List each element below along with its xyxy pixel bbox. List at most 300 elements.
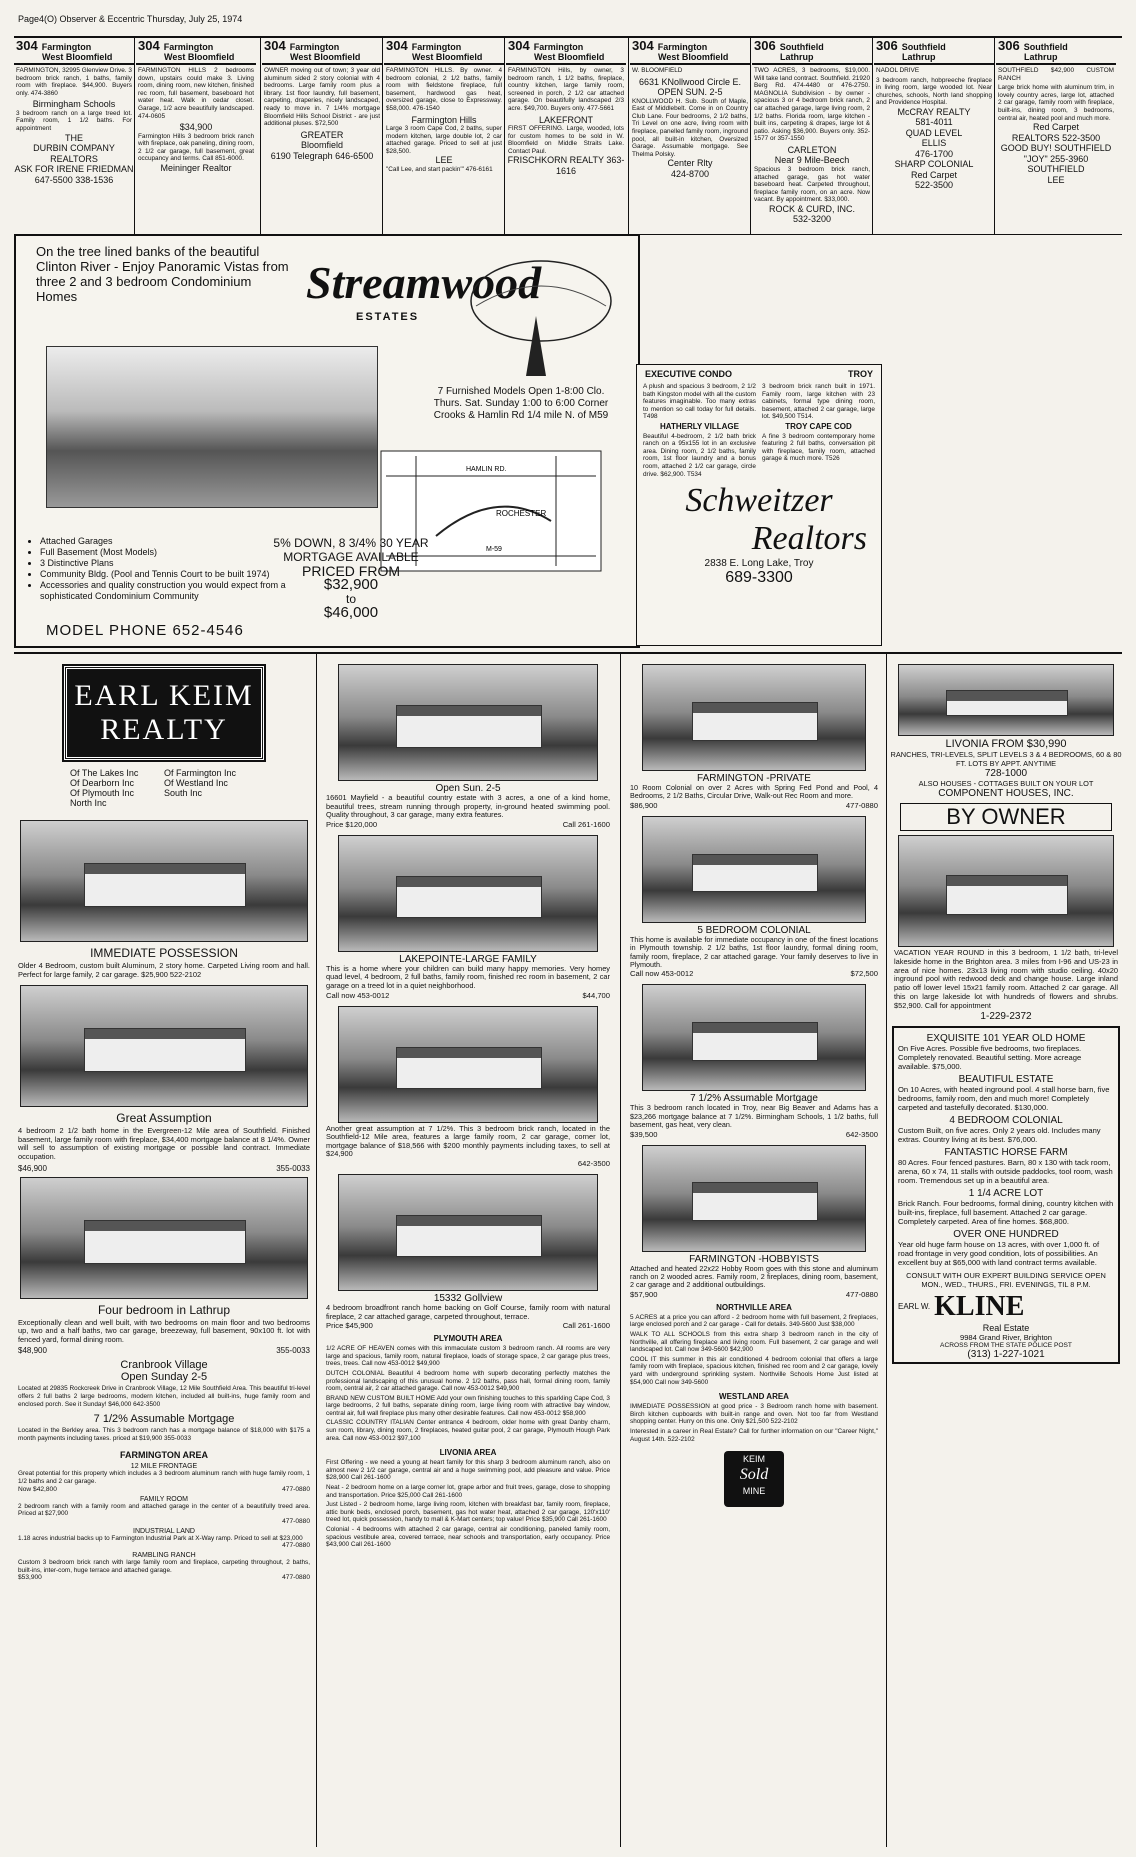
ad-line: GREATER (300, 129, 344, 140)
livonia-title: LIVONIA FROM $30,990 (945, 738, 1067, 750)
section-sub: West Bloomfield (658, 52, 729, 62)
ad-line: Bloomfield (300, 140, 344, 151)
troy-ad (636, 364, 882, 646)
phone: $72,500 (850, 969, 878, 979)
house-photo (642, 984, 866, 1091)
ad-text: FARMINGTON Hills, by owner, 3 bedroom ranch, 1 1/2 baths, fireplace, country kitchen, large family room, screened in porch, 2 1/2 car attached garage. On beautifully landscaped 2/3 acre. $49,700. Buyers only. 477-5661 (508, 67, 624, 112)
price-to: to (345, 592, 356, 606)
ad-text: OWNER moving out of town; 3 year old aluminum sided 2 story colonial with 4 bedrooms. Large family room plus a library. 1st floor laundry, full basement, carpeting, draperies, nicely landscaped, ready to move in. 7 1/4% mortgage Bloomfield Hills School District - are just additional pluses. $72,500 (264, 67, 380, 128)
price: $86,900 (630, 800, 658, 810)
kline-logo (898, 1291, 1114, 1323)
kline-addr: 9984 Grand River, Brighton (959, 1332, 1053, 1342)
farm-title: RAMBLING RANCH (132, 1552, 196, 1560)
plymouth-head: PLYMOUTH AREA (433, 1334, 503, 1344)
ad-text: FARMINGTON, 32995 Glenview Drive. 3 bedroom brick ranch, 1 baths, family room with fireplace. $44,900. Buyers only. 474-3860 (16, 67, 132, 97)
phone: 477-0880 (282, 1574, 310, 1582)
office: South Inc (164, 788, 203, 798)
office: North Inc (70, 798, 107, 808)
middle-column (318, 658, 618, 1848)
troy-addr: 2838 E. Long Lake, Troy (704, 558, 814, 570)
price-high: $46,000 (323, 604, 379, 621)
westland-head: WESTLAND AREA (719, 1392, 789, 1402)
house-photo (642, 816, 866, 923)
section-code: 306 (876, 40, 898, 53)
stamp-sold: Sold (739, 1466, 769, 1484)
house-photo (338, 835, 598, 952)
kline-sub: Real Estate (982, 1322, 1030, 1333)
section-code: 306 (998, 40, 1020, 53)
price: Call now 453-0012 (326, 990, 390, 1000)
ad-text: This home is available for immediate occupancy in one of the finest locations in Plymouth township. 2 1/2 baths, 1st floor laundry, formal dining room, family room, fireplace, 2 car attached garage. Your family deserves to live in Plymouth. (630, 934, 878, 970)
livonia-text: RANCHES, TRI-LEVELS, SPLIT LEVELS 3 & 4 BEDROOMS, 60 & 80 FT. LOTS BY APPT. ANYTIME (890, 750, 1122, 768)
column-header (752, 40, 872, 65)
streamwood-ad (14, 234, 640, 648)
ad-line: GOOD BUY! SOUTHFIELD (1000, 143, 1112, 154)
westland-item: IMMEDIATE POSSESSION at good price - 3 Bedroom ranch home with basement. Birch kitchen cupboards with built-in range and oven. Not too far from Westland shopping center. Hurry on this one. Only $21,500 522-2102 (630, 1403, 878, 1426)
section-code: 304 (264, 40, 286, 53)
section-sub: West Bloomfield (164, 52, 235, 62)
price: $39,500 (630, 1129, 658, 1139)
earl-keim-logo (64, 666, 264, 760)
section-town: Southfield (901, 42, 946, 52)
price: $48,900 (18, 1346, 47, 1356)
ad-title: 5 BEDROOM COLONIAL (697, 924, 811, 936)
farm-price-row (14, 1574, 314, 1581)
ad-line: Red Carpet (1032, 122, 1080, 133)
classified-column (14, 40, 134, 230)
livonia-item: First Offering - we need a young at heart family for this sharp 3 bedroom aluminum ranch, also on almost new 2 1/2 car garage, central air and a huge swimming pool, add pleasure and value. Price $28,900 Call 261-1600 (326, 1459, 610, 1482)
section-town: Southfield (1023, 42, 1068, 52)
ad-title: IMMEDIATE POSSESSION (90, 946, 238, 960)
northville-head: NORTHVILLE AREA (716, 1302, 792, 1312)
classified-column (874, 40, 994, 230)
section-code: 306 (754, 40, 776, 53)
kline-item-title: 1 1/4 ACRE LOT (968, 1187, 1044, 1199)
phone: 355-0033 (276, 1346, 310, 1356)
kline-item-title: OVER ONE HUNDRED (953, 1228, 1059, 1240)
phone: 477-0880 (845, 800, 878, 810)
streamwood-intro: On the tree lined banks of the beautiful Clinton River - Enjoy Panoramic Vistas from three 2 and 3 bedroom Condominium Homes (36, 244, 289, 304)
ad-line: FIRST OFFERING. Large, wooded, lots for custom homes to be sold in W. Bloomfield on Middle Straits Lake. Contact Paul. (508, 125, 624, 155)
ad-line: 647-5500 338-1536 (34, 174, 114, 185)
price: $57,900 (630, 1289, 658, 1299)
phone: Call 261-1600 (562, 819, 610, 829)
house-photo (338, 1174, 598, 1291)
section-town: Farmington (533, 42, 584, 52)
phone: 477-0880 (282, 1542, 310, 1550)
troy-cape: TROY CAPE COD (785, 421, 852, 431)
office: Of Plymouth Inc (70, 788, 135, 798)
column-header (996, 40, 1116, 65)
troy-right2: A fine 3 bedroom contemporary home featuring 2 full baths, conversation pit with fireplace, family room, attached garage & much more. T526 (762, 432, 875, 463)
ad-text: FARMINGTON HILLS. By owner. 4 bedroom colonial, 2 1/2 baths, family room with fieldstone fireplace, full basement, hardwood gas heat, oversized garage, close to Expressway. $58,000. 476-1540 (386, 67, 502, 112)
troy-left2: Beautiful 4-bedroom, 2 1/2 bath brick ranch on a 95x155 lot in an exclusive area. Dining room, 2 1/2 baths, family room, 1st floor laundry and a bonus room, attached 2 1/2 car garage, circle drive. $62,900. T534 (643, 432, 756, 478)
northville-item: WALK TO ALL SCHOOLS from this extra sharp 3 bedroom ranch in the city of Northville, all offering fireplace and living room. Full basement, 2 car garage and well landscaped lot. Call now 349-5600 $42,900 (630, 1331, 878, 1354)
column-header (136, 40, 256, 65)
kline-phone: (313) 1-227-1021 (967, 1348, 1045, 1360)
ad-text: This 3 bedroom ranch located in Troy, near Big Beaver and Adams has a $23,266 mortgage balance at 7 1/2%. Birmingham Schools, 1 1/2 baths, full basement, gas heat, very clean. (630, 1103, 878, 1130)
office: Of Westland Inc (164, 778, 228, 788)
far-right-column (888, 658, 1124, 1848)
column-header (384, 40, 504, 65)
rule (628, 38, 629, 234)
column-header (506, 40, 626, 65)
rule (504, 38, 505, 234)
price-row (624, 801, 884, 810)
classified-column (384, 40, 504, 230)
plymouth-item: 1/2 ACRE OF HEAVEN comes with this immaculate custom 3 bedroom ranch. All rooms are very large and spacious, family room, natural fireplace, loads of storage space, 2 car garage plus trees, trees, trees. Call now 453-0012 $49,900 (326, 1345, 610, 1368)
ad-line: Farmington Hills (411, 114, 477, 125)
kline-item-text: On Five Acres. Possible five bedrooms, two fireplaces. Completely renovated. Beautiful setting. More acreage available. $75,000. (898, 1043, 1082, 1071)
price-row (624, 969, 884, 978)
ad-line: SHARP COLONIAL (894, 159, 974, 170)
troy-phone: 689-3300 (725, 569, 793, 587)
model-phone: MODEL PHONE 652-4546 (46, 622, 244, 639)
price-row (318, 1321, 618, 1330)
price-row (318, 820, 618, 829)
house-photo (338, 664, 598, 781)
farm-items (14, 1463, 314, 1581)
phone: Call 261-1600 (562, 1321, 610, 1331)
kline-across: ACROSS FROM THE STATE POLICE POST (940, 1341, 1072, 1349)
ad-line: 581-4011 (915, 117, 953, 128)
ad-line: REALTORS (50, 153, 98, 164)
section-code: 304 (632, 40, 654, 53)
ad-line: LEE (1047, 174, 1065, 185)
farm-price-row (14, 1542, 314, 1549)
ad-line: "JOY" 255-3960 (1023, 153, 1089, 164)
streamwood-logo: Streamwood (306, 257, 542, 308)
troy-left: A plush and spacious 3 bedroom, 2 1/2 bath Kingston model with all the custom features imaginable. Too many extras to mention so call today for full details. T498 (643, 383, 756, 421)
section-town: Southfield (779, 42, 824, 52)
by-owner-text: VACATION YEAR ROUND in this 3 bedroom, 1 1/2 bath, tri-level lakeside home in the Brighton area. 3 miles from I-96 and US-23 in area of nice homes. 23x13 living room with studio ceiling. 40x20 inground pool with redwood deck and change house. Large inland patio off lower level 15x21 family room. Attached 2 car garage. All this on large lakeside lot with hundreds of flowers and shrubs. $52,900. Call for appointment (894, 948, 1118, 1010)
ad-line: REALTORS 522-3500 (1011, 132, 1101, 143)
farm-title: FAMILY ROOM (140, 1495, 188, 1503)
farm-price-row (14, 1518, 314, 1525)
ad-line: 3 bedroom ranch on a large treed lot. Family room, 1 1/2 baths. For appointment (16, 109, 132, 133)
column-header (14, 40, 134, 65)
phone: 477-0880 (845, 1289, 878, 1299)
kline-item-text: Custom Built, on five acres. Only 2 years old. Includes many extras. Country living at its best. $76,000. (898, 1125, 1101, 1144)
condo-rendering (46, 346, 378, 508)
ad-line: Large brick home with aluminum trim, in lovely country acres, large lot, attached 2 car garage, family room with fireplace, built-ins, dining room, 3 bedrooms, central air, heated pool and much more. (998, 84, 1114, 122)
ad-title: FARMINGTON -PRIVATE (697, 773, 811, 784)
classified-column (630, 40, 750, 230)
ad-text: W. BLOOMFIELD (632, 67, 683, 74)
house-photo (20, 1177, 308, 1299)
kline-item-text: Year old huge farm house on 13 acres, with over 1,000 ft. of road frontage in very good condition, lots of possibilities. An excellent buy at $65,000 with land contract terms available. (898, 1239, 1100, 1267)
logo-line1: EARL KEIM (74, 679, 254, 712)
ad-line: LAKEFRONT (538, 114, 593, 125)
rule (14, 234, 1122, 235)
livonia-item: Neat - 2 bedroom home on a large corner lot, grape arbor and fruit trees, garage, close to shopping and transportation. Price $25,000 Call 261-1600 (326, 1484, 610, 1499)
kline-name: KLINE (934, 1290, 1025, 1322)
offices-list (14, 760, 314, 816)
troy-right: 3 bedroom brick ranch built in 1971. Family room, large kitchen with 23 cabinets, formal type dining room, basement, attached 2 car garage, large lot. $49,500 T514. (762, 383, 875, 421)
price-row (14, 1346, 314, 1355)
consult: CONSULT WITH OUR EXPERT BUILDING SERVICE OPEN MON., WED., THURS., FRI. EVENINGS, TIL 8 P.M. (906, 1270, 1106, 1289)
assume-text: Located in the Berkley area. This 3 bedroom ranch has a mortgage balance of $18,000 with $175 a month payments including taxes. priced at $19,900 355-0033 (18, 1427, 310, 1442)
by-owner: BY OWNER (900, 803, 1112, 831)
phone: 642-3500 (845, 1129, 878, 1139)
section-sub: Lathrup (1024, 52, 1058, 62)
northville-item: 5 ACRES at a price you can afford - 2 bedroom home with full basement, 2 fireplaces, large enclosed porch and 2 car garage - Call for details. 349-5600 Just $38,000 (630, 1313, 878, 1329)
section-sub: Lathrup (780, 52, 814, 62)
by-owner-phone: 1-229-2372 (980, 1010, 1032, 1022)
ad-text: 4 bedroom 2 1/2 bath home in the Evergreen-12 Mile area of Southfield. Finished basement, large family room with fireplace, $34,400 mortgage balance at 8 1/4%. Owner will sell to assumption of existing mortgage or possible land contract. Immediate occupation. (18, 1126, 310, 1161)
section-town: Farmington (657, 42, 708, 52)
ad-line: McCRAY REALTY (897, 106, 971, 117)
cranbrook-sub: Open Sunday 2-5 (120, 1371, 208, 1384)
folio: Page4(O) Observer & Eccentric Thursday, July 25, 1974 (18, 14, 243, 24)
svg-text:HAMLIN RD.: HAMLIN RD. (466, 466, 507, 473)
farm-title: INDUSTRIAL LAND (133, 1527, 195, 1535)
ad-line: 6631 KNollwood Circle E. OPEN SUN. 2-5 (638, 76, 742, 98)
streamwood-logo-sub: ESTATES (356, 311, 420, 323)
price: $46,900 (18, 1163, 47, 1173)
ad-title: Open Sun. 2-5 (435, 783, 501, 794)
mortgage-offer (266, 536, 436, 620)
ad-line: "Call Lee, and start packin'" 476-6161 (386, 165, 493, 173)
section-town: Farmington (41, 42, 92, 52)
feature: • Accessories and quality construction you would expect from a sophisticated Condominium Community (40, 580, 290, 602)
price: Price $45,900 (326, 1321, 373, 1331)
house-photo (642, 1145, 866, 1252)
feature: • Full Basement (Most Models) (40, 547, 290, 558)
rule (886, 652, 887, 1847)
ad-text: SOUTHFIELD $42,900 CUSTOM RANCH (998, 67, 1114, 82)
classified-column (506, 40, 626, 230)
section-sub: West Bloomfield (42, 52, 113, 62)
phone: 642-3500 (577, 1158, 610, 1168)
section-code: 304 (386, 40, 408, 53)
ad-line: Spacious 3 bedroom brick ranch, attached garage, gas hot water baseboard heat. Carpeted throughout, fireplace family room, on an acre. Now vacant. By appointment. $33,000. (754, 165, 870, 204)
livonia-more: ALSO HOUSES - COTTAGES BUILT ON YOUR LOT (918, 779, 1094, 788)
classified-column (262, 40, 382, 230)
house-photo (898, 835, 1114, 947)
farm-price-row (14, 1486, 314, 1493)
section-town: Farmington (411, 42, 462, 52)
farm-desc: Great potential for this property which includes a 3 bedroom aluminum ranch with huge family room, 1 1/2 baths and 2 car garage. (18, 1470, 310, 1485)
earl-keim-column (14, 658, 314, 1848)
column-header (630, 40, 750, 65)
kline-item-text: Brick Ranch. Four bedrooms, formal dining, country kitchen with built-ins, fireplace, full basement. Attached 2 car garage. Completely carpeted. Area of fine homes. $68,800. (898, 1198, 1114, 1226)
rule (260, 38, 261, 234)
house-photo (20, 985, 308, 1107)
ad-title: Great Assumption (116, 1111, 212, 1126)
rule (872, 38, 873, 234)
section-town: Farmington (163, 42, 214, 52)
section-town: Farmington (289, 42, 340, 52)
livonia-head: LIVONIA AREA (439, 1448, 497, 1458)
top-rule (14, 36, 1122, 38)
ad-line: 522-3500 (914, 180, 954, 191)
ad-line: QUAD LEVEL (905, 127, 963, 138)
ad-line: Near 9 Mile-Beech (774, 155, 850, 166)
kline-item-title: FANTASTIC HORSE FARM (944, 1146, 1068, 1158)
right-middle-column (624, 658, 884, 1848)
stamp-mine: MINE (742, 1486, 766, 1497)
column-header (874, 40, 994, 65)
logo-line2: REALTY (100, 713, 228, 746)
phone: 477-0880 (282, 1517, 310, 1525)
rule (620, 652, 621, 1847)
ad-text: NADOL DRIVE (876, 67, 920, 74)
ad-line: KNOLLWOOD H. Sub. South of Maple, East of Middlebelt. Come in on Country Club Lane. Four bedrooms, 2 1/2 baths, Tri Level on one acre, living room with fireplace, panelled family room, inground pool, all built-in kitchen, Oversized Garage. Assumable mortgage. See Thelma Polsky. (632, 97, 748, 158)
price: Now $42,800 (18, 1485, 57, 1493)
ad-text: TWO ACRES, 3 bedrooms, $19,000. Will take land contract. Southfield. 21920 Berg Rd. 474-4480 or 476-2750. MAGNOLIA Subdivision - by owner - spacious 3 or 4 bedroom brick ranch, 2 car attached garage, large living room, 2 1/2 baths. Florida room, large kitchen - built ins, carpeting & drapes, large lot & patio. Asking $36,900. Buyers only. 352-1577 or 357-1550 (754, 67, 870, 143)
house-photo (20, 820, 308, 942)
ad-line: 532-3200 (792, 214, 832, 225)
phone: 477-0880 (282, 1485, 310, 1493)
feature: • 3 Distinctive Plans (40, 558, 290, 569)
ad-line: 3 bedroom ranch, hobpreeche fireplace in living room, large wooded lot. Near churches, schools, North land shopping and Providence Hospital. (876, 76, 992, 107)
ad-line: 6190 Telegraph 646-6500 (270, 150, 374, 161)
ad-line: FRISCHKORN REALTY 363-1616 (507, 155, 625, 176)
kline-item-text: On 10 Acres, with heated inground pool. 4 stall horse barn, five bedrooms, family room, den and much more! Completely carpeted and tastefully decorated. $130,000. (898, 1084, 1110, 1112)
cranbrook: Cranbrook Village (120, 1359, 208, 1372)
rule (750, 38, 751, 234)
westland-item: Interested in a career in Real Estate? Call for further information on our "Career Night," August 14th. 522-2102 (630, 1428, 878, 1443)
ad-line: Large 3 room Cape Cod, 2 baths, super modern kitchen, large double lot, 2 car attached garage. Priced to sell at just $28,500. (386, 125, 502, 155)
schweitzer-logo: Schweitzer (685, 482, 833, 520)
ad-title: LAKEPOINTE-LARGE FAMILY (399, 953, 537, 965)
ad-line: Farmington Hills 3 bedroom brick ranch with fireplace, oak paneling, dining room, 2 1/2 car garage, full basement, great occupancy and terms. Call 851-6000. (138, 132, 254, 163)
kline-item-text: 80 Acres. Four fenced pastures. Barn, 80 x 130 with tack room, arena, 60 x 74, 11 stalls with outside paddocks, tool room, wash room. Tremendous set up in a beautiful area. (898, 1157, 1113, 1185)
section-code: 304 (138, 40, 160, 53)
ad-text: 16601 Mayfield - a beautiful country estate with 3 acres, a one of a kind home, beautiful trees, stream running through property, in-ground heated swimming pool. Quality throughout, 3 car garage, many extra features. (326, 793, 610, 820)
svg-text:ROCHESTER: ROCHESTER (496, 509, 547, 518)
ad-line: 424-8700 (670, 168, 710, 179)
svg-text:M-59: M-59 (486, 546, 502, 553)
ad-text: This is a home where your children can build many happy memories. Very homey quad level, 4 bedroom, 2 full baths, family room, finished rec room in basement, 2 car garage on a treed lot in a quiet neighborhood. (326, 963, 610, 990)
ad-line: Red Carpet (910, 169, 958, 180)
ad-line: 476-1700 (914, 148, 954, 159)
price: $53,900 (18, 1574, 42, 1582)
farm-title: 12 MILE FRONTAGE (130, 1463, 198, 1471)
ad-line: SOUTHFIELD (1027, 164, 1085, 175)
ad-line: Center Rlty (667, 158, 713, 169)
kline-item-title: BEAUTIFUL ESTATE (958, 1073, 1054, 1085)
streamwood-features (28, 536, 290, 602)
ad-line: ELLIS (921, 138, 947, 149)
phone: 355-0033 (276, 1163, 310, 1173)
office: Of The Lakes Inc (70, 768, 139, 778)
plymouth-item: BRAND NEW CUSTOM BUILT HOME Add your own finishing touches to this sparkling Cape Cod, 3 large bedrooms, 2 full baths, separate dining room, large living room with attractive bay window, central air, full wall fireplace plus many other desirable features. Call now 453-0012 $58,900 (326, 1394, 610, 1417)
price-low: $32,900 (323, 576, 379, 593)
ad-title: FARMINGTON -HOBBYISTS (689, 1253, 819, 1265)
troy-head-right: TROY (847, 369, 873, 379)
realtors-logo: Realtors (751, 520, 867, 558)
ad-line: ROCK & CURD, INC. (768, 203, 855, 214)
kline-item-title: EXQUISITE 101 YEAR OLD HOME (926, 1032, 1086, 1044)
classified-column (996, 40, 1116, 230)
price: Price $120,000 (326, 819, 378, 829)
office: Of Dearborn Inc (70, 778, 135, 788)
ad-text: Attached and heated 22x22 Hobby Room goes with this stone and aluminum ranch on 2 wooded acres. Family room, 2 fireplaces, dining room, basement, 2 car garage and 2 additional outbuildings. (630, 1263, 878, 1290)
price-row (14, 1164, 314, 1173)
section-code: 304 (508, 40, 530, 53)
northville-item: COOL IT this summer in this air conditioned 4 bedroom colonial that offers a large family room with fireplace, spacious kitchen, finished rec room and 2 car garage, lovely yard with underground sprinkling system. Northville Schools Home Just listed at $54,900 Call now 349-5600 (630, 1355, 878, 1386)
ad-title: 15332 Gollview (433, 1292, 503, 1304)
section-sub: West Bloomfield (290, 52, 361, 62)
section-sub: Lathrup (902, 52, 936, 62)
ad-text: 4 bedroom broadfront ranch home backing on Golf Course, family room with natural fireplace, 2 car attached garage, carpeted throughout, terrace. (326, 1302, 610, 1321)
ad-text: 10 Room Colonial on over 2 Acres with Spring Fed Pond and Pool, 4 Bedrooms, 2 1/2 Baths, Circular Drive, Walk-out Rec Room and more. (630, 783, 878, 801)
ad-title: 7 1/2% Assumable Mortgage (690, 1093, 818, 1105)
livonia-item: Just Listed - 2 bedroom home, large living room, kitchen with breakfast bar, family room, fireplace, attic bunk beds, enclosed porch, basement, gas hot water heat, attached 2 car garage, 120'x110' treed lot, quick possession, handy to mall & K-Mart centers; top value! Price $35,900 Call 261-1600 (326, 1501, 610, 1524)
ad-title: Four bedroom in Lathrup (97, 1302, 231, 1317)
sold-stamp (724, 1451, 784, 1507)
price-row (624, 1130, 884, 1139)
ad-text: Another great assumption at 7 1/2%. This 3 bedroom brick ranch, located in the Southfield-12 Mile area, features a large family room, 2 car garage, corner lot, mortgage balance of $18,566 with $200 monthly payments including taxes, to sell at $24,900 (326, 1123, 610, 1159)
ad-text: Older 4 Bedroom, custom built Aluminum, 2 story home. Carpeted Living room and hall. Perfect for large family, 2 car garage. $25,900 522-2102 (18, 961, 310, 979)
rule (994, 38, 995, 234)
ad-line: DURBIN COMPANY (33, 143, 115, 154)
rule (316, 652, 317, 1847)
section-code: 304 (16, 40, 38, 53)
rule (134, 38, 135, 234)
price: Call now 453-0012 (630, 969, 694, 979)
ad-line: $34,900 (179, 122, 213, 133)
price-row (318, 1159, 618, 1168)
house-photo (338, 1006, 598, 1123)
plymouth-item: CLASSIC COUNTRY ITALIAN Center entrance 4 bedroom, older home with great Danby charm, sun room, library, dining room, 2 fireplaces, heated guitar pool, 2 car garage, Plymouth Hough Park area. Call now 453-0012 $97,100 (326, 1419, 610, 1442)
kline-item-title: 4 BEDROOM COLONIAL (949, 1114, 1063, 1126)
column-header (262, 40, 382, 65)
kline-first: EARL W. (898, 1302, 931, 1312)
classified-column (136, 40, 256, 230)
village: HATHERLY VILLAGE (660, 421, 739, 431)
mortgage: 5% DOWN, 8 3/4% 30 YEAR MORTGAGE AVAILABLE (273, 536, 429, 564)
stamp-keim: KEIM (742, 1454, 765, 1465)
troy-head-left: EXECUTIVE CONDO (645, 369, 733, 379)
ad-text: FARMINGTON HILLS 2 bedrooms down, upstairs could make 3. Living room, dining room, new kitchen, finished rec room, full basement, baseboard hot water heat. Walk in cedar closet. Garage, 1/2 acre beautifully landscaped. 474-0605 (138, 67, 254, 120)
farm-desc: 2 bedroom ranch with a family room and attached garage in the center of a beautifully treed area. Priced at $27,900 (18, 1502, 310, 1518)
ad-line: THE (65, 132, 83, 143)
ad-line: Meininger Realtor (160, 163, 232, 174)
house-photo (898, 664, 1114, 736)
section-sub: West Bloomfield (534, 52, 605, 62)
feature: • Community Bldg. (Pool and Tennis Court to be built 1974) (40, 569, 290, 580)
cranbrook-text: Located at 29835 Rockcreek Drive in Cranbrook Village, 12 Mile Southfield Area. This beautiful tri-level offers 2 full baths 2 large bedrooms, modern kitchen, included all built-ins, huge family room and enclosed porch. See it Sunday! $46,000 642-3500 (18, 1385, 310, 1408)
livonia-company: COMPONENT HOUSES, INC. (938, 788, 1074, 799)
price-row (624, 1290, 884, 1299)
house-photo (642, 664, 866, 771)
tree-illustration (466, 256, 616, 376)
streamwood-models: 7 Furnished Models Open 1-8:00 Clo. Thurs. Sat. Sunday 1:00 to 6:00 Corner Crooks & Hamlin Rd 1/4 mile N. of M59 (433, 386, 609, 421)
farm-desc: 1.18 acres industrial backs up to Farmington Industrial Park at X-Way ramp. Priced to sell at $23,000 (18, 1534, 303, 1542)
office: Of Farmington Inc (164, 768, 237, 778)
classified-column (752, 40, 872, 230)
price-row (318, 991, 618, 1000)
earl-ads (14, 820, 314, 1355)
phone: $44,700 (582, 990, 610, 1000)
ad-text: Exceptionally clean and well built, with two bedrooms on main floor and two bedrooms up, two and a half baths, two car garage, breezeway, full basement, 90x100 ft. lot with fenced yard, formal dining room. (18, 1317, 310, 1344)
assume-title: 7 1/2% Assumable Mortgage (93, 1413, 235, 1426)
farm-desc: Custom 3 bedroom brick ranch with large family room and fireplace, carpeting throughout, 2 baths, built-ins, inter-com, huge terrace and attached garage. (18, 1559, 310, 1574)
rule (382, 38, 383, 234)
rule (14, 652, 1122, 654)
farm-head: FARMINGTON AREA (119, 1450, 208, 1461)
kline-ad (892, 1026, 1120, 1364)
section-sub: West Bloomfield (412, 52, 483, 62)
plymouth-item: DUTCH COLONIAL Beautiful 4 bedroom home with superb decorating perfectly matches the professional landscaping of this unusual home. 2 1/2 baths, pass hall, formal dining room, family room, central air, 2 car attached garage. Call now 453-0012 $49,900 (326, 1369, 610, 1393)
feature: • Attached Garages (40, 536, 290, 547)
ad-line: ASK FOR IRENE FRIEDMAN (14, 164, 134, 175)
livonia-item: Colonial - 4 bedrooms with attached 2 car garage, central air conditioning, paneled family room, spacious vestibule area, covered terrace, near schools and transportation, early occupancy. Price $43,900 Call 261-1600 (326, 1526, 610, 1549)
priced: PRICED FROM (302, 563, 400, 579)
